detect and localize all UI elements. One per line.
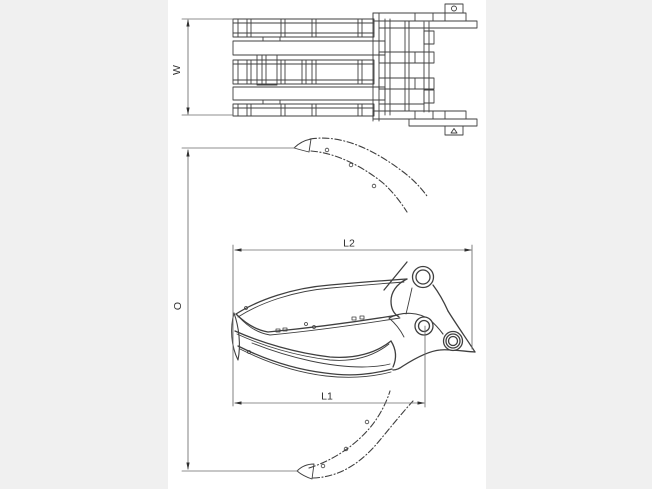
bolt-tab [445, 4, 463, 13]
upper-tine-end-cap [391, 279, 407, 317]
rivet-detail [305, 323, 308, 326]
extension-line [182, 19, 233, 115]
phantom-arc-inner [313, 401, 413, 478]
phantom-tip [294, 139, 311, 152]
bolt-hole [452, 6, 457, 11]
tine-bar [233, 19, 374, 37]
pivot-pin-outer [415, 317, 433, 335]
upper-tine-top-edge [236, 279, 407, 314]
link-plate-right-edge [433, 285, 448, 311]
dimension-o [172, 148, 298, 471]
serration-tooth [360, 316, 364, 319]
lower-tine-bottom-edge [238, 346, 392, 375]
upper-tine-serrated-edge [236, 314, 398, 332]
dimension-l1 [234, 326, 425, 407]
pivot-boss-bottom [389, 318, 404, 337]
technical-drawing [168, 0, 486, 489]
flange-plate [373, 111, 466, 119]
pin-boss [379, 52, 434, 63]
rivet-detail [365, 420, 369, 424]
connector-tab [263, 37, 280, 41]
phantom-open-down [297, 391, 413, 479]
phantom-arc-outer [310, 138, 427, 196]
extension-line [182, 148, 298, 471]
arrowhead [234, 401, 242, 404]
arrowhead [186, 19, 189, 27]
link-plate-left-edge [384, 262, 407, 290]
side-view [232, 262, 475, 377]
dimension-w [171, 19, 233, 115]
arrowhead [418, 401, 426, 404]
drawing-canvas [168, 0, 486, 489]
dimension-w-label: W [171, 65, 183, 75]
lower-tine-end-cap [391, 341, 395, 367]
dimension-o-label: O [172, 301, 184, 311]
connector-tab [263, 100, 280, 104]
dimension-l1-label: L1 [321, 390, 333, 403]
serration-tooth [352, 317, 356, 320]
link-plate-foot [406, 288, 412, 314]
phantom-tip [297, 464, 314, 479]
bolt-tab [445, 126, 463, 135]
pin-boss [379, 78, 434, 89]
top-view [233, 4, 477, 135]
arrowhead [186, 463, 189, 471]
upper-tine-top-edge-inner [238, 282, 404, 317]
phantom-arc-outer [309, 391, 390, 468]
rivet-detail [325, 148, 329, 152]
flange-plate [409, 119, 477, 126]
bolt-mark [451, 129, 457, 134]
arrowhead [234, 248, 242, 251]
rivet-detail [372, 184, 376, 188]
rivet-detail [349, 163, 353, 167]
lower-tine-top-edge [235, 331, 391, 357]
beak-bottom-edge [393, 350, 475, 370]
arrowhead [186, 149, 189, 157]
dimension-l2-label: L2 [343, 237, 355, 250]
center-boss [257, 55, 277, 85]
flange-plate [409, 21, 477, 28]
phantom-arc-inner [311, 151, 407, 212]
tine-bar [233, 104, 374, 116]
flange-plate [373, 13, 466, 21]
arrowhead [186, 108, 189, 116]
arrowhead [465, 248, 473, 251]
cross-bar [233, 41, 385, 55]
cross-bar [233, 87, 385, 100]
rivet-detail [321, 464, 325, 468]
phantom-open-up [294, 138, 427, 212]
